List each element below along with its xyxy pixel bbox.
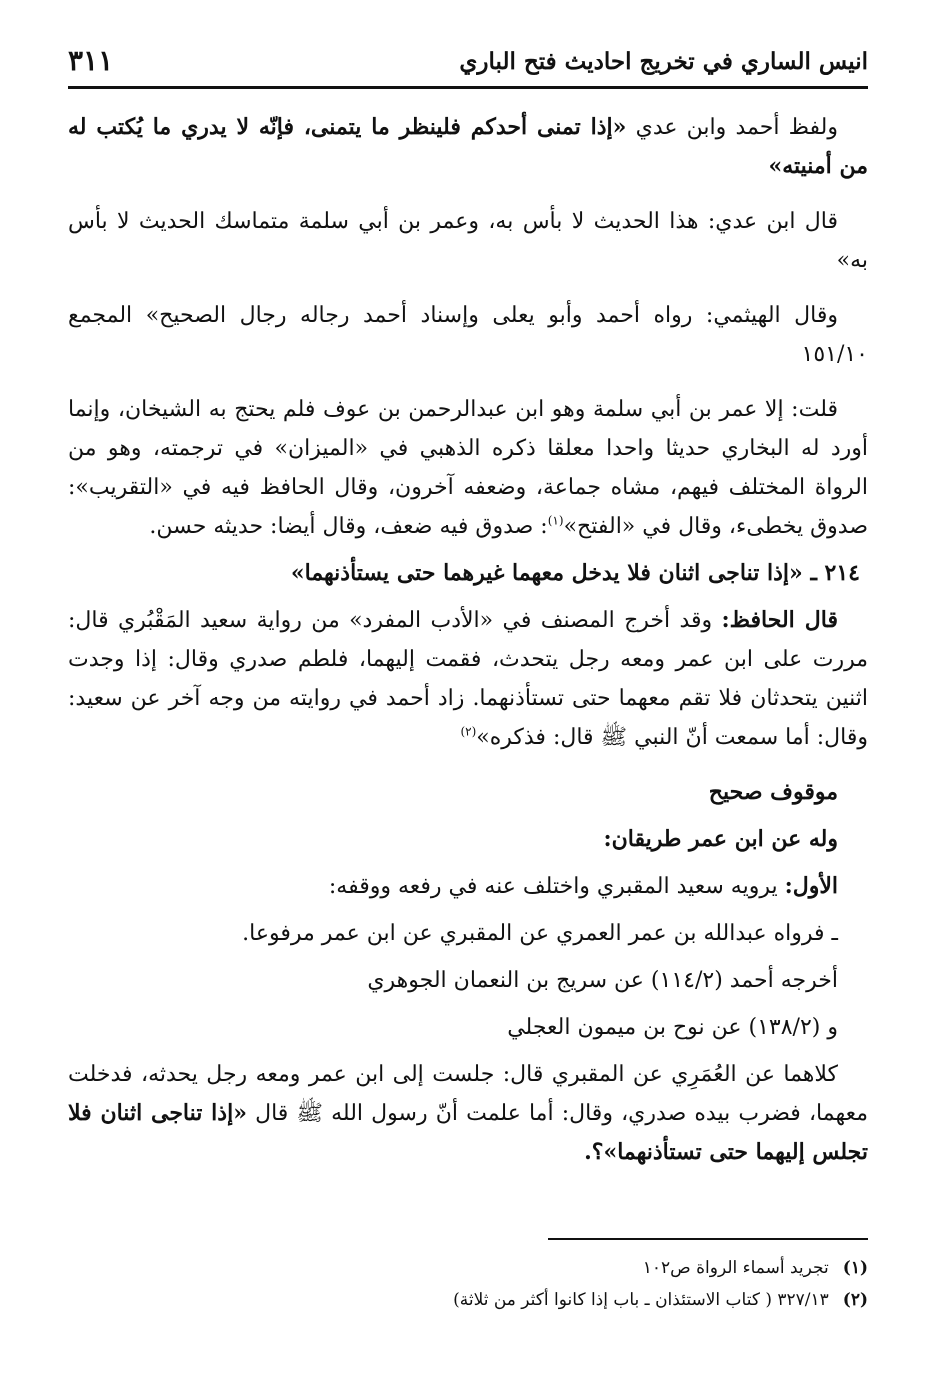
running-header <box>68 42 868 89</box>
narration-line: ـ فرواه عبدالله بن عمر العمري عن المقبري عن ابن عمر مرفوعا. <box>242 921 838 946</box>
paragraph-both-narrators <box>68 1055 868 1172</box>
both-narrators-text: كلاهما عن العُمَرِي عن المقبري قال: جلست إلى ابن عمر ومعه رجل يحدثه، فدخلت معهما، فضرب بيده صدري، وقال: أما علمت أنّ رسول الله ﷺ قال <box>68 1062 868 1126</box>
first-way-label: الأول: <box>784 873 838 899</box>
hadith-quote: «إذا تمنى أحدكم فلينظر ما يتمنى، فإنّه لا يدري ما يُكتب له من أمنيته» <box>68 114 868 179</box>
paragraph-haythami: وقال الهيثمي: رواه أحمد وأبو يعلى وإسناد أحمد رجاله رجال الصحيح» المجمع ١٥١/١٠ <box>68 303 868 367</box>
footnote-text: تجريد أسماء الرواة ص١٠٢ <box>642 1258 829 1278</box>
paragraph-ibn-adi-verdict: قال ابن عدي: هذا الحديث لا بأس به، وعمر بن أبي سلمة متماسك الحديث لا بأس به» <box>68 209 868 273</box>
footnote-divider <box>548 1238 868 1240</box>
paragraph-lead: ولفظ أحمد وابن عدي <box>635 115 838 140</box>
hafiz-label: قال الحافظ: <box>721 607 838 633</box>
footnote-ref-1[interactable]: (١) <box>547 513 564 528</box>
footnote-1 <box>68 1252 868 1284</box>
paragraph-ibn-adi-wording <box>68 108 868 186</box>
page-number: ٣١١ <box>68 44 114 77</box>
second-citation: و (١٣٨/٢) عن نوح بن ميمون العجلي <box>507 1015 838 1040</box>
footnote-number: (١) <box>842 1258 868 1278</box>
first-way-text: يرويه سعيد المقبري واختلف عنه في رفعه ووقفه: <box>328 874 778 899</box>
verdict-line: موقوف صحيح <box>708 779 838 805</box>
ahmad-citation: أخرجه أحمد (١١٤/٢) عن سريج بن النعمان الجوهري <box>367 968 838 993</box>
two-ways-line: وله عن ابن عمر طريقان: <box>603 826 838 852</box>
footnote-ref-2[interactable]: (٢) <box>460 724 477 739</box>
hadith-quote-final: «إذا تناجى اثنان فلا تجلس إليهما حتى تستأذنهما»؟. <box>68 1100 868 1165</box>
paragraph-hafiz <box>68 601 868 757</box>
footnote-number: (٢) <box>842 1290 868 1310</box>
footnote-text: ٣٢٧/١٣ ( كتاب الاستئذان ـ باب إذا كانوا أكثر من ثلاثة) <box>453 1290 829 1310</box>
paragraph-qultu-tail: : صدوق فيه ضعف، وقال أيضا: حديثه حسن. <box>149 514 548 539</box>
hafiz-text: وقد أخرج المصنف في «الأدب المفرد» من رواية سعيد المَقْبُري قال: مررت على ابن عمر ومعه رجل يتحدث، فقمت إليهما، فلطم صدري وقال: إذا وجدت اثنين يتحدثان فلا تقم معهما حتى تستأذنهما. زاد أحمد في روايته من وجه آخر عن سعيد: وقال: أما سمعت أنّ النبي ﷺ قال: فذكره» <box>68 608 868 750</box>
paragraph-qultu <box>68 390 868 546</box>
paragraph-qultu-main: قلت: إلا عمر بن أبي سلمة وهو ابن عبدالرحمن بن عوف فلم يحتج به الشيخان، وإنما أورد له البخاري حديثا واحدا معلقا ذكره الذهبي في «الميزان» في ترجمته، وهو من الرواة المختلف فيهم، مشاه جماعة، وضعفه آخرون، وقال الحافظ فيه في «التقريب»: صدوق يخطىء، وقال في «الفتح» <box>68 397 868 539</box>
book-title: انيس الساري في تخريج احاديث فتح الباري <box>459 48 868 75</box>
hadith-heading-214: ٢١٤ ـ «إذا تناجى اثنان فلا يدخل معهما غيرهما حتى يستأذنهما» <box>290 560 860 586</box>
footnote-2 <box>68 1284 868 1316</box>
footnotes <box>68 1252 868 1316</box>
first-way-line <box>68 867 868 906</box>
main-text <box>68 108 868 1188</box>
